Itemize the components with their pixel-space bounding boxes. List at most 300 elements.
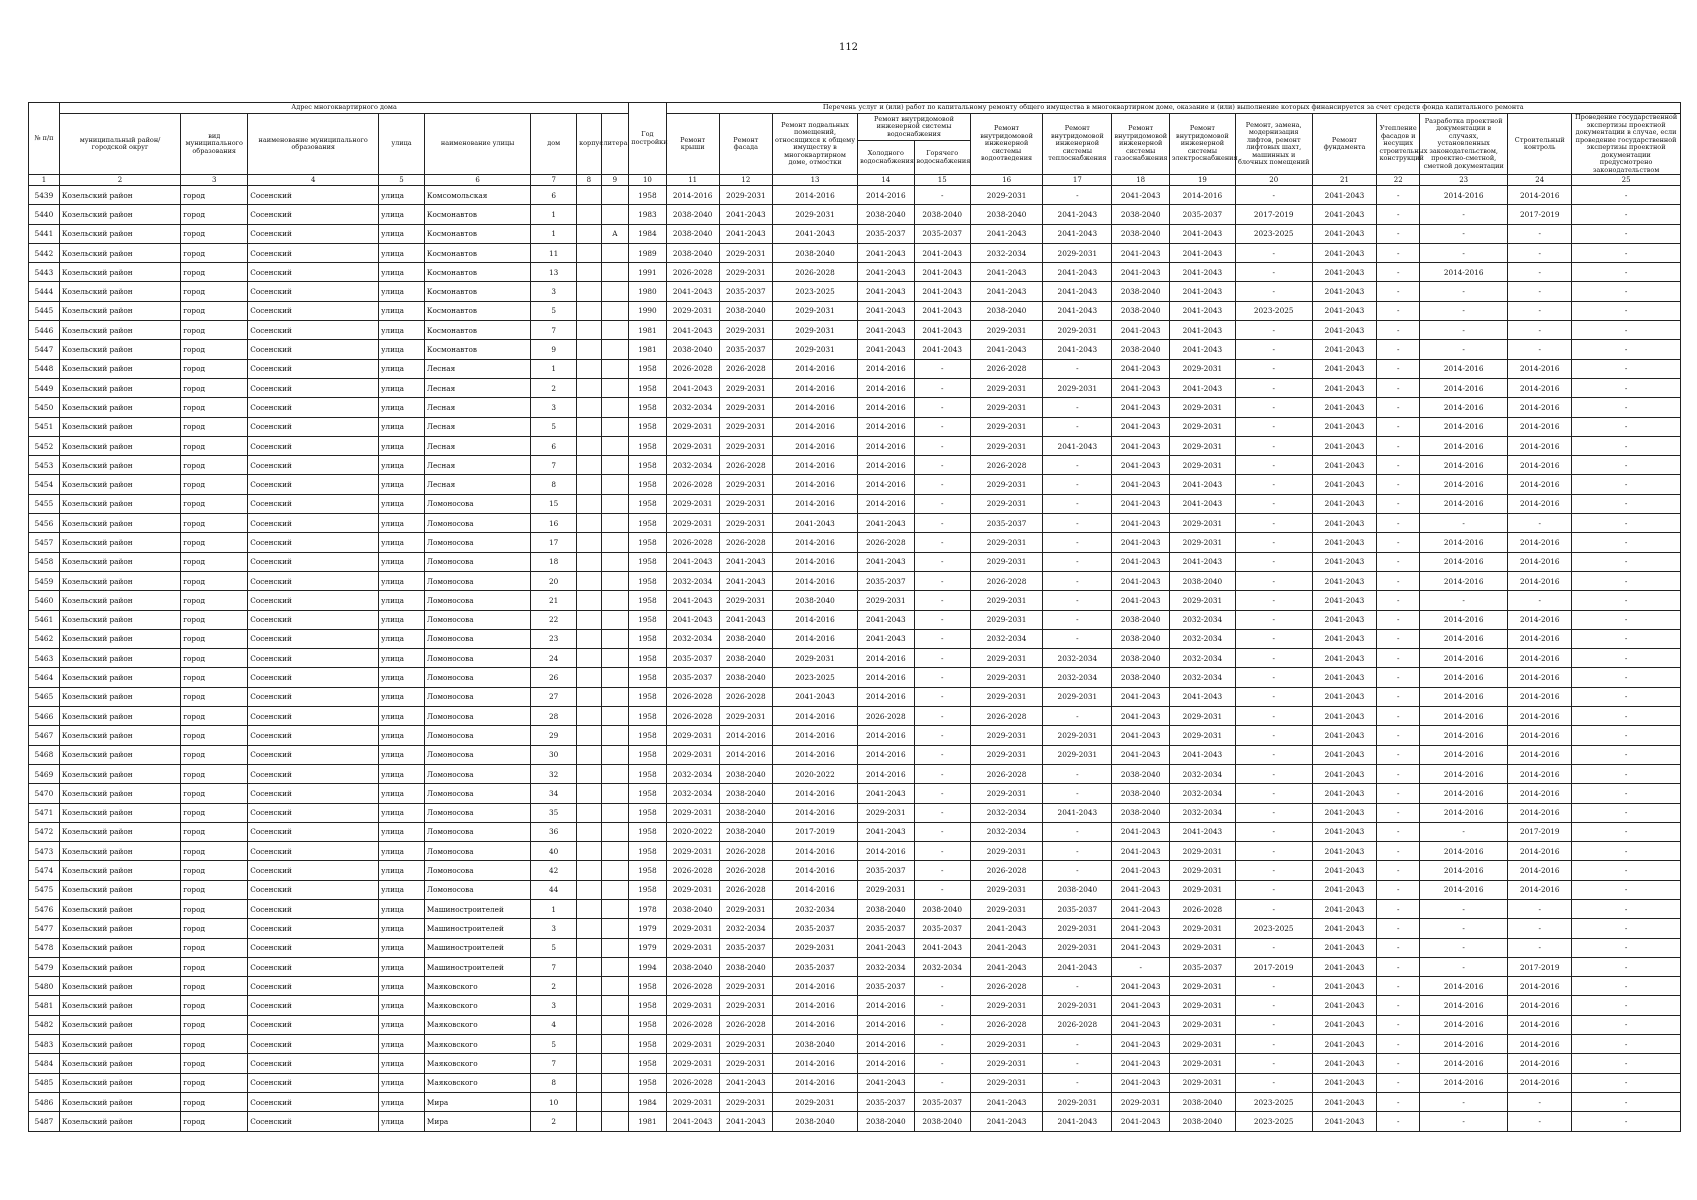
table-cell: улица	[379, 899, 425, 918]
table-cell: 2029-2031	[666, 842, 719, 861]
table-cell: 2035-2037	[858, 977, 914, 996]
table-cell: 2023-2025	[1235, 1112, 1312, 1131]
table-cell: 2029-2031	[1169, 456, 1235, 475]
table-cell: 5449	[29, 378, 60, 397]
table-cell: -	[1420, 591, 1508, 610]
table-cell: 18	[531, 552, 577, 571]
table-cell: 2029-2031	[772, 1092, 857, 1111]
table-cell: -	[1235, 784, 1312, 803]
table-cell	[577, 243, 601, 262]
table-cell: 2032-2034	[970, 822, 1042, 841]
table-cell	[577, 629, 601, 648]
table-cell: Козельский район	[59, 456, 180, 475]
table-cell: 2032-2034	[1169, 668, 1235, 687]
table-cell: 2032-2034	[666, 764, 719, 783]
table-cell: 2014-2016	[1508, 1054, 1572, 1073]
table-cell: 5471	[29, 803, 60, 822]
table-cell: 2041-2043	[1312, 726, 1377, 745]
table-cell: Машиностроителей	[424, 938, 530, 957]
table-cell: 2029-2031	[1169, 1015, 1235, 1034]
table-cell: город	[181, 378, 248, 397]
column-number: 14	[858, 175, 914, 186]
table-cell: -	[1377, 996, 1420, 1015]
table-cell: 2014-2016	[858, 186, 914, 205]
table-cell: 34	[531, 784, 577, 803]
table-cell: -	[914, 378, 970, 397]
table-cell: 2029-2031	[1169, 436, 1235, 455]
table-cell: -	[914, 610, 970, 629]
table-cell: 2029-2031	[719, 514, 772, 533]
table-cell	[601, 1092, 629, 1111]
table-cell: 6	[531, 436, 577, 455]
table-cell: 2014-2016	[1508, 398, 1572, 417]
table-row	[29, 649, 1681, 668]
table-cell	[577, 745, 601, 764]
table-cell	[601, 1054, 629, 1073]
table-cell: 2041-2043	[719, 610, 772, 629]
table-cell	[601, 649, 629, 668]
table-cell: -	[1572, 919, 1681, 938]
table-cell: 42	[531, 861, 577, 880]
table-cell: -	[1235, 899, 1312, 918]
table-cell: город	[181, 591, 248, 610]
table-cell: -	[1420, 957, 1508, 976]
table-cell: 2014-2016	[1420, 996, 1508, 1015]
col-elevator-header: Ремонт, замена, модернизация лифтов, ремонт лифтовых шахт, машинных и блочных помещений	[1235, 114, 1312, 175]
table-cell: 2041-2043	[1312, 1035, 1377, 1054]
table-cell: 5457	[29, 533, 60, 552]
table-cell: 2014-2016	[1508, 629, 1572, 648]
table-cell: Козельский район	[59, 359, 180, 378]
table-cell: 1958	[629, 687, 666, 706]
table-cell: 2014-2016	[1420, 687, 1508, 706]
table-cell: 2029-2031	[1169, 707, 1235, 726]
table-cell: 2041-2043	[1112, 687, 1169, 706]
table-cell: 2038-2040	[719, 301, 772, 320]
table-cell: 35	[531, 803, 577, 822]
table-cell: 2014-2016	[1508, 552, 1572, 571]
table-cell: 2023-2025	[1235, 919, 1312, 938]
table-cell: 2014-2016	[1508, 378, 1572, 397]
table-cell: 2029-2031	[970, 1035, 1042, 1054]
table-cell: -	[914, 687, 970, 706]
table-cell: 2041-2043	[858, 282, 914, 301]
table-cell: -	[1377, 784, 1420, 803]
table-cell: 5460	[29, 591, 60, 610]
table-cell: улица	[379, 649, 425, 668]
table-cell: 2041-2043	[1112, 494, 1169, 513]
table-cell: 2032-2034	[970, 803, 1042, 822]
table-cell: Козельский район	[59, 571, 180, 590]
table-cell: 2014-2016	[858, 436, 914, 455]
table-cell: -	[914, 649, 970, 668]
table-cell: 1958	[629, 1015, 666, 1034]
table-cell: Лесная	[424, 359, 530, 378]
table-cell: 5466	[29, 707, 60, 726]
table-cell: 2014-2016	[1508, 1015, 1572, 1034]
table-cell: Космонавтов	[424, 243, 530, 262]
table-cell: -	[1377, 552, 1420, 571]
table-cell: -	[1235, 687, 1312, 706]
table-cell: 2041-2043	[1112, 436, 1169, 455]
table-cell: 2041-2043	[1043, 301, 1112, 320]
table-cell: -	[1572, 745, 1681, 764]
table-cell: 2041-2043	[1169, 243, 1235, 262]
table-cell: 2038-2040	[858, 1112, 914, 1131]
table-cell: -	[1572, 822, 1681, 841]
table-cell: 2029-2031	[772, 301, 857, 320]
table-cell: 2032-2034	[970, 243, 1042, 262]
table-cell: улица	[379, 1035, 425, 1054]
table-cell: 2014-2016	[772, 977, 857, 996]
table-cell: Ломоносова	[424, 610, 530, 629]
table-cell: улица	[379, 359, 425, 378]
table-cell: -	[1043, 359, 1112, 378]
table-cell: 2014-2016	[772, 861, 857, 880]
table-cell: 2014-2016	[772, 186, 857, 205]
table-cell: -	[1043, 1054, 1112, 1073]
table-cell	[601, 301, 629, 320]
table-cell: улица	[379, 629, 425, 648]
table-cell: 1958	[629, 996, 666, 1015]
table-cell: 2035-2037	[970, 514, 1042, 533]
table-cell: 2014-2016	[858, 1015, 914, 1034]
table-cell: -	[1377, 591, 1420, 610]
table-cell: Козельский район	[59, 1112, 180, 1131]
table-cell: 2041-2043	[1312, 764, 1377, 783]
table-cell: -	[1572, 494, 1681, 513]
table-cell: 2014-2016	[1508, 494, 1572, 513]
table-cell: 2041-2043	[914, 282, 970, 301]
table-cell: -	[1377, 707, 1420, 726]
table-cell: улица	[379, 1054, 425, 1073]
table-cell	[601, 494, 629, 513]
table-cell: Ломоносова	[424, 591, 530, 610]
table-cell: 2041-2043	[1169, 282, 1235, 301]
table-cell: 2029-2031	[666, 880, 719, 899]
table-cell	[577, 726, 601, 745]
table-cell: 2029-2031	[970, 591, 1042, 610]
table-cell: Козельский район	[59, 378, 180, 397]
table-cell	[577, 205, 601, 224]
col-mo-type-header: вид муниципального образования	[181, 114, 248, 175]
table-cell: 2041-2043	[1169, 301, 1235, 320]
table-cell	[577, 552, 601, 571]
table-cell: 5479	[29, 957, 60, 976]
table-cell: 2041-2043	[1312, 224, 1377, 243]
table-cell: 2029-2031	[970, 321, 1042, 340]
table-cell: Сосенский	[248, 957, 379, 976]
table-cell: город	[181, 957, 248, 976]
table-cell: -	[1377, 668, 1420, 687]
table-cell: Лесная	[424, 436, 530, 455]
table-cell: -	[1572, 282, 1681, 301]
table-cell: -	[914, 1035, 970, 1054]
table-cell: 3	[531, 282, 577, 301]
table-cell: 2029-2031	[970, 610, 1042, 629]
column-number: 11	[666, 175, 719, 186]
table-cell: 5465	[29, 687, 60, 706]
table-cell: улица	[379, 938, 425, 957]
table-cell: 2038-2040	[1112, 224, 1169, 243]
table-cell: 2032-2034	[858, 957, 914, 976]
table-cell: Ломоносова	[424, 764, 530, 783]
table-cell: улица	[379, 533, 425, 552]
table-cell: улица	[379, 1092, 425, 1111]
table-cell: -	[1043, 977, 1112, 996]
table-cell: -	[1377, 186, 1420, 205]
table-cell: Сосенский	[248, 745, 379, 764]
table-cell: 2041-2043	[1312, 359, 1377, 378]
table-cell: -	[1043, 764, 1112, 783]
table-cell: 1958	[629, 398, 666, 417]
col-street-type-header: улица	[379, 114, 425, 175]
table-cell: -	[1420, 205, 1508, 224]
table-cell: 2041-2043	[1112, 977, 1169, 996]
table-row	[29, 321, 1681, 340]
table-cell: 15	[531, 494, 577, 513]
table-cell: улица	[379, 224, 425, 243]
table-cell: 2035-2037	[719, 340, 772, 359]
table-cell: город	[181, 205, 248, 224]
table-cell: 2026-2028	[666, 359, 719, 378]
table-cell: Козельский район	[59, 861, 180, 880]
table-cell: Машиностроителей	[424, 919, 530, 938]
table-cell	[601, 707, 629, 726]
table-cell: -	[1377, 456, 1420, 475]
table-cell: -	[1377, 1015, 1420, 1034]
table-cell	[577, 1015, 601, 1034]
table-cell: 2029-2031	[970, 1073, 1042, 1092]
table-cell: 2041-2043	[1112, 186, 1169, 205]
table-cell: 2041-2043	[1312, 301, 1377, 320]
table-cell: 2029-2031	[719, 378, 772, 397]
table-cell: -	[1572, 1073, 1681, 1092]
table-cell	[577, 475, 601, 494]
table-cell: -	[1377, 977, 1420, 996]
table-cell: 2014-2016	[772, 359, 857, 378]
table-cell: -	[1235, 321, 1312, 340]
table-cell	[601, 243, 629, 262]
table-cell: 5461	[29, 610, 60, 629]
table-cell: -	[914, 494, 970, 513]
table-cell: Козельский район	[59, 957, 180, 976]
table-cell	[601, 186, 629, 205]
table-cell: -	[914, 668, 970, 687]
table-row	[29, 629, 1681, 648]
table-cell: 21	[531, 591, 577, 610]
table-row	[29, 494, 1681, 513]
table-cell: 2023-2025	[1235, 1092, 1312, 1111]
column-number: 13	[772, 175, 857, 186]
table-cell: Козельский район	[59, 1035, 180, 1054]
table-cell: 5470	[29, 784, 60, 803]
table-cell: -	[1043, 571, 1112, 590]
table-cell: 2041-2043	[1169, 552, 1235, 571]
table-cell: -	[1508, 340, 1572, 359]
table-cell: -	[914, 745, 970, 764]
table-cell: -	[1572, 726, 1681, 745]
table-cell	[601, 822, 629, 841]
table-cell: улица	[379, 282, 425, 301]
table-cell: -	[1235, 842, 1312, 861]
table-cell: улица	[379, 726, 425, 745]
table-cell: 2029-2031	[970, 668, 1042, 687]
table-cell: 2014-2016	[719, 726, 772, 745]
table-cell: 40	[531, 842, 577, 861]
table-cell	[577, 398, 601, 417]
table-cell: -	[1043, 494, 1112, 513]
table-cell: -	[1572, 938, 1681, 957]
table-cell: 1979	[629, 938, 666, 957]
table-cell: 5459	[29, 571, 60, 590]
table-cell: 5451	[29, 417, 60, 436]
table-cell: город	[181, 996, 248, 1015]
table-cell: -	[1043, 456, 1112, 475]
table-cell: -	[1235, 398, 1312, 417]
table-cell: Козельский район	[59, 514, 180, 533]
table-cell: 7	[531, 321, 577, 340]
table-cell: 28	[531, 707, 577, 726]
table-cell	[601, 263, 629, 282]
table-cell: 2041-2043	[1312, 649, 1377, 668]
table-cell: 2041-2043	[1112, 533, 1169, 552]
table-cell: город	[181, 1073, 248, 1092]
table-cell: 2041-2043	[772, 224, 857, 243]
column-number: 15	[914, 175, 970, 186]
table-cell: улица	[379, 186, 425, 205]
table-cell: 2026-2028	[719, 1015, 772, 1034]
table-cell: 2014-2016	[772, 1054, 857, 1073]
table-cell: 5464	[29, 668, 60, 687]
table-cell: 2014-2016	[1420, 668, 1508, 687]
table-cell: Сосенский	[248, 1112, 379, 1131]
table-cell: -	[1043, 552, 1112, 571]
table-row	[29, 861, 1681, 880]
table-cell: 2041-2043	[1043, 436, 1112, 455]
table-cell: 2026-2028	[666, 861, 719, 880]
table-cell: 2029-2031	[1169, 398, 1235, 417]
table-cell: 44	[531, 880, 577, 899]
table-cell: -	[1235, 822, 1312, 841]
table-cell: Козельский район	[59, 436, 180, 455]
table-cell: -	[1377, 571, 1420, 590]
table-cell: 5475	[29, 880, 60, 899]
table-cell	[601, 938, 629, 957]
table-cell: 2014-2016	[1420, 1015, 1508, 1034]
table-cell: 2026-2028	[719, 359, 772, 378]
table-cell: 2041-2043	[1043, 205, 1112, 224]
table-cell: 2041-2043	[858, 301, 914, 320]
table-cell: -	[1043, 186, 1112, 205]
table-cell: 2035-2037	[719, 938, 772, 957]
table-cell: 2014-2016	[772, 533, 857, 552]
table-cell: Мира	[424, 1112, 530, 1131]
table-cell: 2041-2043	[1112, 359, 1169, 378]
table-cell: город	[181, 687, 248, 706]
column-number: 20	[1235, 175, 1312, 186]
table-cell: 1979	[629, 919, 666, 938]
table-cell: 2038-2040	[1112, 205, 1169, 224]
table-cell: 2029-2031	[970, 784, 1042, 803]
table-cell: город	[181, 919, 248, 938]
table-row	[29, 301, 1681, 320]
table-cell: -	[1420, 243, 1508, 262]
table-cell: -	[914, 822, 970, 841]
table-cell: 7	[531, 957, 577, 976]
table-cell: 2029-2031	[1169, 359, 1235, 378]
table-cell: -	[1235, 552, 1312, 571]
table-cell: 2014-2016	[1508, 436, 1572, 455]
table-cell: -	[1377, 803, 1420, 822]
table-cell: город	[181, 186, 248, 205]
col-roof-header: Ремонт крыши	[666, 114, 719, 175]
table-cell: 2029-2031	[719, 591, 772, 610]
table-cell: 2014-2016	[1420, 1073, 1508, 1092]
table-cell: Лесная	[424, 378, 530, 397]
table-cell: Ломоносова	[424, 803, 530, 822]
table-cell: Сосенский	[248, 514, 379, 533]
table-cell: 11	[531, 243, 577, 262]
table-cell: 2029-2031	[858, 591, 914, 610]
table-cell: 4	[531, 1015, 577, 1034]
column-number: 17	[1043, 175, 1112, 186]
table-cell: 5486	[29, 1092, 60, 1111]
column-number: 21	[1312, 175, 1377, 186]
table-cell: Козельский район	[59, 610, 180, 629]
table-cell: -	[1377, 436, 1420, 455]
table-cell: -	[1420, 301, 1508, 320]
table-cell: город	[181, 1015, 248, 1034]
table-cell: 1958	[629, 514, 666, 533]
table-cell: -	[1235, 591, 1312, 610]
table-cell: -	[1420, 224, 1508, 243]
table-cell: 2035-2037	[858, 1092, 914, 1111]
table-cell: 2014-2016	[1420, 1054, 1508, 1073]
table-cell: 2035-2037	[1169, 205, 1235, 224]
table-cell	[577, 687, 601, 706]
table-cell	[577, 514, 601, 533]
table-cell: 2014-2016	[858, 649, 914, 668]
table-row	[29, 1015, 1681, 1034]
table-cell: -	[1572, 417, 1681, 436]
table-cell: Козельский район	[59, 745, 180, 764]
table-cell: 2032-2034	[1043, 649, 1112, 668]
table-cell: 2014-2016	[1420, 533, 1508, 552]
table-cell: улица	[379, 822, 425, 841]
table-cell: 2014-2016	[772, 842, 857, 861]
table-cell: -	[914, 803, 970, 822]
table-cell: -	[1508, 899, 1572, 918]
table-cell	[577, 533, 601, 552]
table-cell: -	[914, 417, 970, 436]
table-cell: 2041-2043	[1312, 552, 1377, 571]
table-cell: 2014-2016	[1420, 359, 1508, 378]
table-cell: -	[1572, 629, 1681, 648]
table-cell: -	[1508, 321, 1572, 340]
table-cell: 2029-2031	[1043, 378, 1112, 397]
table-cell: 2041-2043	[1312, 533, 1377, 552]
table-cell	[577, 707, 601, 726]
table-cell: -	[1377, 321, 1420, 340]
table-cell: 2038-2040	[666, 243, 719, 262]
table-cell: Сосенский	[248, 803, 379, 822]
table-cell: 2026-2028	[719, 456, 772, 475]
table-cell: 1958	[629, 186, 666, 205]
table-cell: 2014-2016	[772, 610, 857, 629]
table-cell: -	[1235, 880, 1312, 899]
table-cell: -	[1235, 263, 1312, 282]
